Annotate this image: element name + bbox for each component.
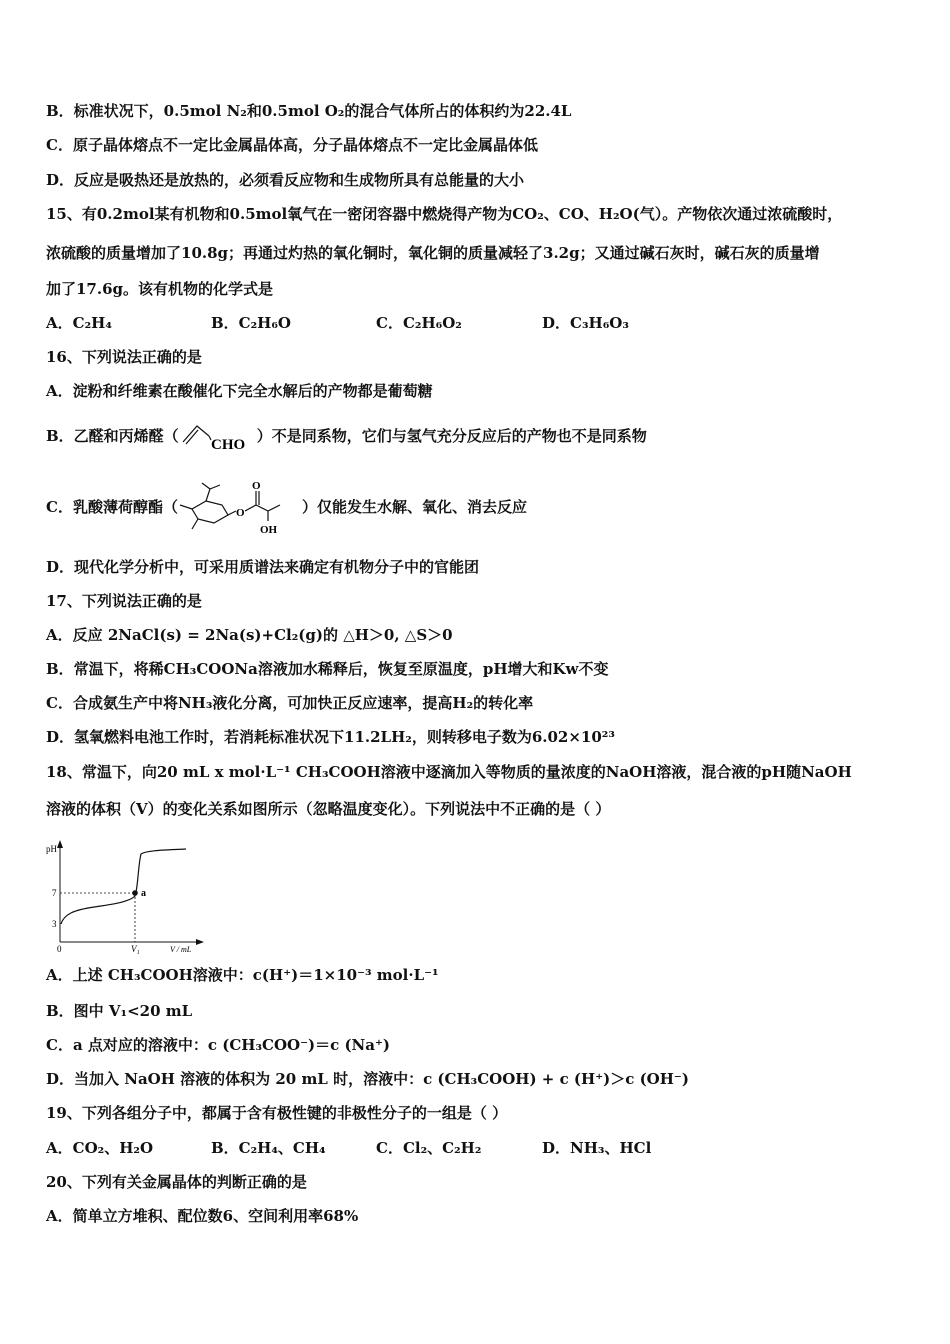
q17-option-c: C．合成氨生产中将NH₃液化分离，可加快正反应速率，提高H₂的转化率 [46,694,534,712]
q18-option-b: B．图中 V₁<20 mL [46,1002,193,1020]
hydroxyl-label: OH [259,524,278,536]
q16-option-b-post: ）不是同系物，它们与氢气充分反应后的产物也不是同系物 [256,427,647,445]
q19-option-a: A．CO₂、H₂O [46,1139,154,1157]
ph-titration-chart [44,838,210,956]
q16-option-b [46,418,647,454]
y-tick-7: 7 [52,888,57,898]
q17-stem: 17、下列说法正确的是 [46,592,202,610]
q17-option-d: D．氢氧燃料电池工作时，若消耗标准状况下11.2LH₂，则转移电子数为6.02×10²³ [46,728,615,746]
q18-option-a: A．上述 CH₃COOH溶液中：c(H⁺)＝1×10⁻³ mol·L⁻¹ [46,966,439,984]
q16-option-a: A．淀粉和纤维素在酸催化下完全水解后的产物都是葡萄糖 [46,382,433,400]
q19-option-c: C．Cl₂、C₂H₂ [376,1139,482,1157]
q19-options [46,1138,651,1158]
x-axis-arrow [196,939,204,945]
y-tick-3: 3 [52,919,57,929]
origin-label: 0 [57,944,62,954]
point-a-label: a [141,888,146,899]
cho-label: CHO [210,437,245,453]
y-axis-label: pH [46,844,57,854]
x-axis-label: V / mL [170,945,192,954]
q16-option-d: D．现代化学分析中，可采用质谱法来确定有机物分子中的官能团 [46,558,480,576]
q14-option-d: D．反应是吸热还是放热的，必须看反应物和生成物所具有总能量的大小 [46,171,525,189]
q15-option-b: B．C₂H₆O [211,314,291,332]
q16-option-c-pre: C．乳酸薄荷醇酯（ [46,498,178,516]
q15-option-c: C．C₂H₆O₂ [376,314,462,332]
menthyl-lactate-structure [178,479,302,537]
ester-oxygen-label: O [235,507,245,519]
q15-stem-line2: 浓硫酸的质量增加了10.8g；再通过灼热的氧化铜时，氧化铜的质量减轻了3.2g；又通过碱石灰时，碱石灰的质量增 [46,244,820,262]
q15-option-a: A．C₂H₄ [46,314,112,332]
q15-options [46,313,629,333]
q20-option-a: A．简单立方堆积、配位数6、空间利用率68% [46,1207,359,1225]
y-axis-arrow [57,840,63,848]
q16-option-b-pre: B．乙醛和丙烯醛（ [46,427,179,445]
q17-option-a: A．反应 2NaCl(s) = 2Na(s)+Cl₂(g)的 △H＞0, △S＞0 [46,626,453,644]
acrolein-structure [179,420,257,454]
q15-stem-line3: 加了17.6g。该有机物的化学式是 [46,280,274,298]
q20-stem: 20、下列有关金属晶体的判断正确的是 [46,1173,307,1191]
x-tick-v1: V₁ [131,944,140,954]
q19-option-d: D．NH₃、HCl [542,1139,652,1157]
q16-option-c-post: ）仅能发生水解、氧化、消去反应 [301,498,527,516]
q18-stem-line2: 溶液的体积（V）的变化关系如图所示（忽略温度变化）。下列说法中不正确的是（ ） [46,800,611,818]
q15-stem-line1: 15、有0.2mol某有机物和0.5mol氧气在一密闭容器中燃烧得产物为CO₂、CO、H₂O(气）。产物依次通过浓硫酸时， [46,205,843,223]
q16-stem: 16、下列说法正确的是 [46,348,202,366]
q18-option-d: D．当加入 NaOH 溶液的体积为 20 mL 时，溶液中：c (CH₃COOH) + c (H⁺)＞c (OH⁻) [46,1070,689,1088]
q18-stem-line1: 18、常温下，向20 mL x mol·L⁻¹ CH₃COOH溶液中逐滴加入等物质的量浓度的NaOH溶液，混合液的pH随NaOH [46,763,852,781]
point-a-marker [132,890,138,896]
carbonyl-oxygen-label: O [251,480,261,492]
q19-stem: 19、下列各组分子中，都属于含有极性键的非极性分子的一组是（ ） [46,1104,508,1122]
q17-option-b: B．常温下，将稀CH₃COONa溶液加水稀释后，恢复至原温度，pH增大和Kw不变 [46,660,609,678]
q15-option-d: D．C₃H₆O₃ [542,314,629,332]
ph-curve [61,849,186,924]
q14-option-b: B．标准状况下，0.5mol N₂和0.5mol O₂的混合气体所占的体积约为22.4L [46,102,572,120]
q16-option-c [46,476,527,538]
q18-option-c: C．a 点对应的溶液中：c (CH₃COO⁻)＝c (Na⁺) [46,1036,390,1054]
q14-option-c: C．原子晶体熔点不一定比金属晶体高，分子晶体熔点不一定比金属晶体低 [46,136,538,154]
q19-option-b: B．C₂H₄、CH₄ [211,1139,326,1157]
